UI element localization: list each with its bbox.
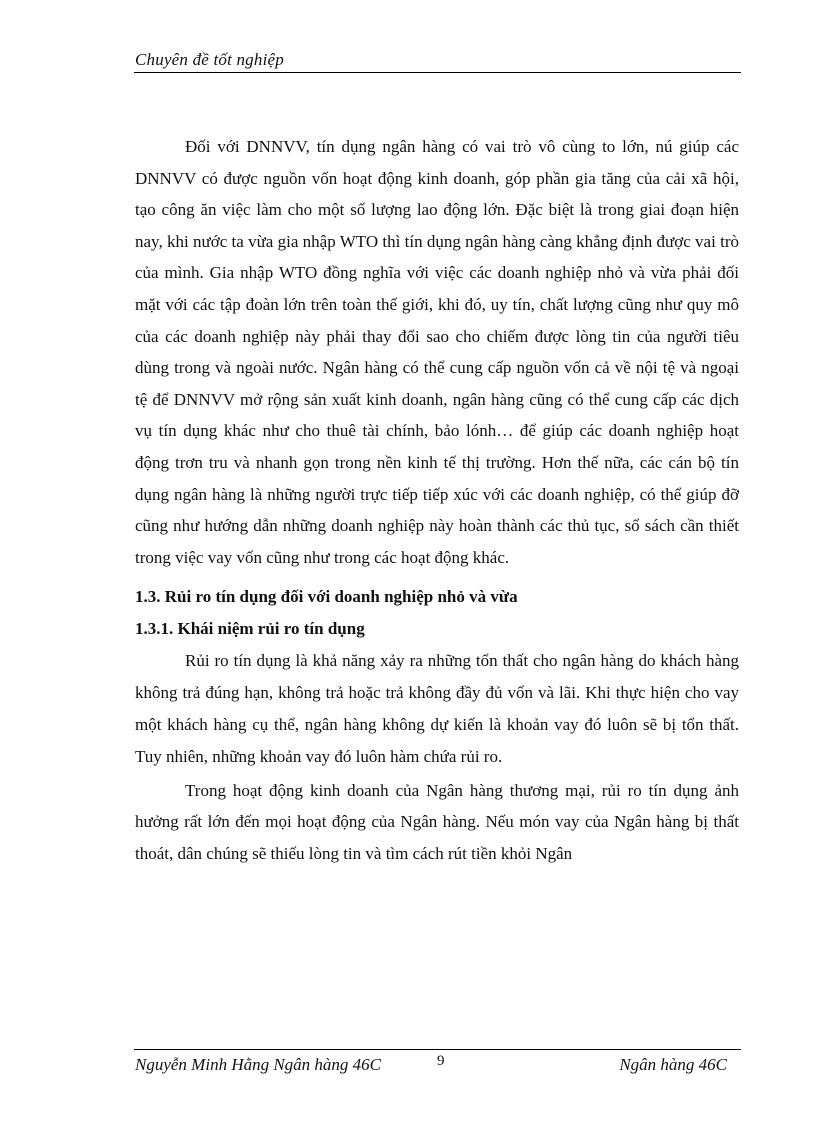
footer-author: Nguyễn Minh Hằng Ngân hàng 46C bbox=[135, 1055, 382, 1074]
header-title: Chuyên đề tốt nghiệp bbox=[135, 50, 284, 69]
page-number: 9 bbox=[437, 1053, 445, 1069]
subsection-heading: 1.3.1. Khái niệm rủi ro tín dụng bbox=[135, 619, 365, 639]
page-footer bbox=[134, 1049, 741, 1078]
document-body bbox=[135, 131, 739, 870]
footer-class-label: Ngân hàng 46C bbox=[619, 1055, 727, 1074]
paragraph-3: Trong hoạt động kinh doanh của Ngân hàng thương mại, rủi ro tín dụng ảnh hưởng rất lớn đến mọi hoạt động của Ngân hàng. Nếu món vay của Ngân hàng bị thất thoát, dân chúng sẽ thiếu lòng tin và tìm cách rút tiền khỏi Ngân bbox=[135, 780, 739, 864]
page-header bbox=[134, 48, 741, 73]
section-heading: 1.3. Rủi ro tín dụng đối với doanh nghiệp nhỏ và vừa bbox=[135, 587, 518, 607]
paragraph-2: Rủi ro tín dụng là khả năng xảy ra những tổn thất cho ngân hàng do khách hàng không trả đúng hạn, không trả hoặc trả không đầy đủ vốn và lãi. Khi thực hiện cho vay một khách hàng cụ thể, ngân hàng không dự kiến là khoản vay đó luôn sẽ bị tổn thất. Tuy nhiên, những khoản vay đó luôn hàm chứa rủi ro. bbox=[135, 651, 739, 766]
paragraph-1: Đối với DNNVV, tín dụng ngân hàng có vai trò vô cùng to lớn, nú giúp các DNNVV có được nguồn vốn hoạt động kinh doanh, góp phần gia tăng của cải xã hội, tạo công ăn việc làm cho một số lượng lao động lớn. Đặc biệt là trong giai đoạn hiện nay, khi nước ta vừa gia nhập WTO thì tín dụng ngân hàng càng khẳng định được vai trò của mình. Gia nhập WTO đồng nghĩa với việc các doanh nghiệp nhỏ và vừa phải đối mặt với các tập đoàn lớn trên toàn thế giới, khi đó, uy tín, chất lượng cũng như quy mô của các doanh nghiệp này phải thay đổi sao cho chiếm được lòng tin của người tiêu dùng trong và ngoài nước. Ngân hàng có thể cung cấp nguồn vốn cả về nội tệ và ngoại tệ để DNNVV mở rộng sản xuất kinh doanh, ngân hàng cũng có thể cung cấp các dịch vụ tín dụng khác như cho thuê tài chính, bảo lónh… để giúp các doanh nghiệp hoạt động trơn tru và nhanh gọn trong nền kinh tế thị trường. Hơn thế nữa, các cán bộ tín dụng ngân hàng là những người trực tiếp tiếp xúc với các doanh nghiệp, có thể giúp đỡ cũng như hướng dẫn những doanh nghiệp này hoàn thành các thủ tục, sổ sách cần thiết trong việc vay vốn cũng như trong các hoạt động khác. bbox=[135, 137, 739, 567]
